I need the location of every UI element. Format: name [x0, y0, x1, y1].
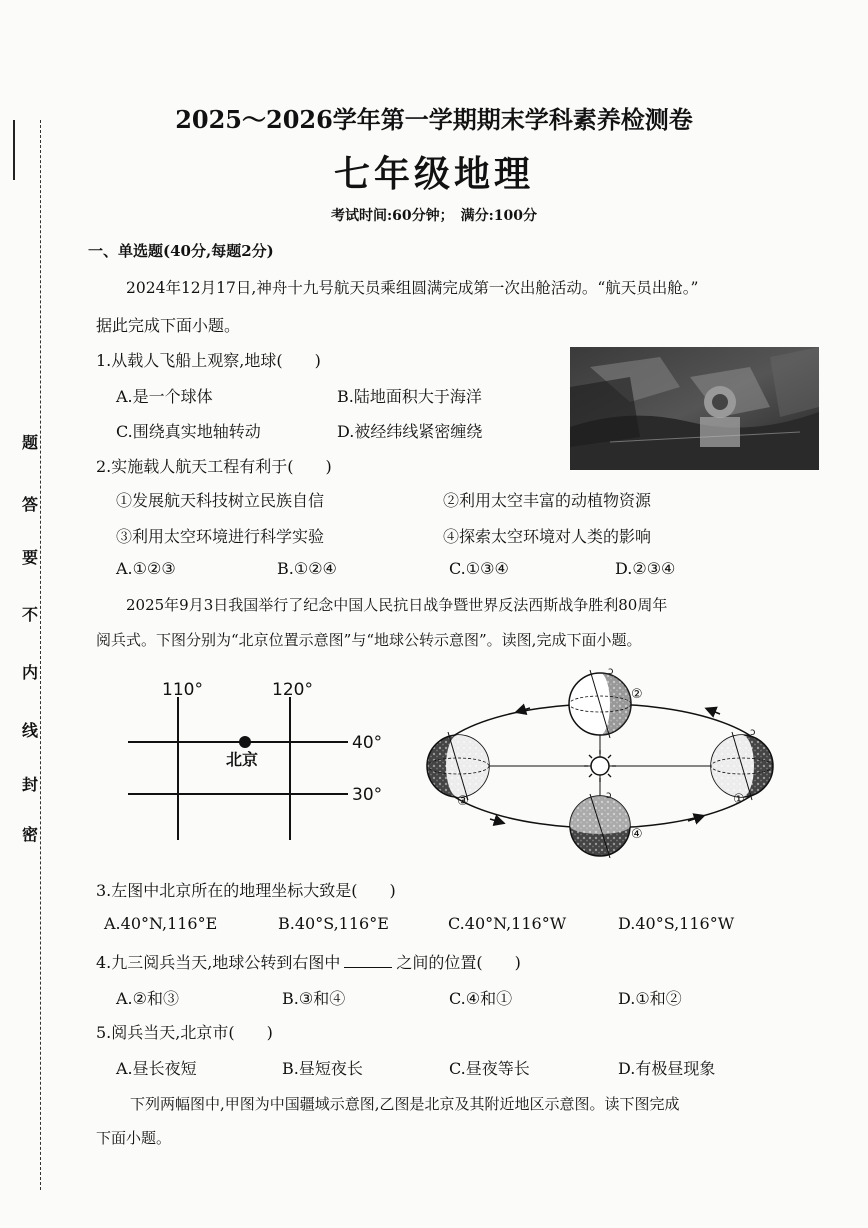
q1-option-b: B.陆地面积大于海洋: [337, 387, 482, 406]
binding-char: 答: [22, 495, 39, 514]
svg-text:ↄ: ↄ: [606, 790, 612, 801]
earth-revolution-diagram: [420, 662, 790, 858]
orbit-label-2: ②: [631, 687, 643, 702]
q3-option-a: A.40°N,116°E: [104, 914, 218, 933]
earth-position-4: [570, 790, 630, 858]
intro-paragraph-3-line-2: 下面小题。: [96, 1129, 172, 1147]
binding-char: 要: [22, 548, 39, 567]
binding-char: 内: [22, 663, 39, 682]
orbit-label-4: ④: [631, 827, 643, 842]
exam-title: 2025～2026学年第一学期期末学科素养检测卷: [175, 105, 693, 134]
section-heading: 一、单选题(40分,每题2分): [88, 242, 274, 260]
q1-stem: 1.从载人飞船上观察,地球( ): [96, 351, 321, 370]
q4-stem-start: 4.九三阅兵当天,地球公转到右图中: [96, 953, 341, 972]
q1-option-d: D.被经纬线紧密缠绕: [337, 422, 483, 441]
orbit-label-1: ①: [733, 792, 745, 807]
binding-char: 不: [22, 605, 39, 624]
intro-paragraph-1-line-1: 2024年12月17日,神舟十九号航天员乘组圆满完成第一次出舱活动。“航天员出舱。”: [126, 279, 699, 297]
q4-blank[interactable]: [344, 953, 392, 968]
q5-option-b: B.昼短夜长: [282, 1059, 363, 1078]
q2-statement-2: ②利用太空丰富的动植物资源: [443, 491, 652, 510]
svg-text:ↄ: ↄ: [608, 666, 614, 677]
orbit-label-3: ③: [457, 794, 469, 809]
lon-label-110: 110°: [162, 680, 203, 700]
binding-char: 线: [22, 721, 39, 740]
earth-position-3: [427, 732, 489, 800]
q3-option-d: D.40°S,116°W: [618, 914, 735, 933]
q5-option-a: A.昼长夜短: [116, 1059, 197, 1078]
q2-statement-1: ①发展航天科技树立民族自信: [116, 491, 325, 510]
exam-info: 考试时间:60分钟； 满分:100分: [330, 208, 538, 224]
binding-dashed-line: [40, 120, 41, 1190]
q2-option-b: B.①②④: [277, 559, 337, 578]
q1-option-c: C.围绕真实地轴转动: [116, 422, 261, 441]
q5-option-d: D.有极昼现象: [618, 1059, 716, 1078]
q4-option-a: A.②和③: [116, 989, 179, 1008]
q4-option-c: C.④和①: [449, 989, 513, 1008]
svg-text:ↄ: ↄ: [750, 727, 756, 738]
lon-label-120: 120°: [272, 680, 313, 700]
q2-option-c: C.①③④: [449, 559, 509, 578]
beijing-label: 北京: [226, 750, 259, 769]
binding-char: 密: [22, 825, 39, 844]
exam-subject: 七年级地理: [333, 153, 534, 195]
q2-statement-4: ④探索太空环境对人类的影响: [443, 527, 652, 546]
q2-option-a: A.①②③: [116, 559, 176, 578]
intro-paragraph-2-line-1: 2025年9月3日我国举行了纪念中国人民抗日战争暨世界反法西斯战争胜利80周年: [126, 596, 668, 614]
q5-option-c: C.昼夜等长: [449, 1059, 530, 1078]
intro-paragraph-3-line-1: 下列两幅图中,甲图为中国疆域示意图,乙图是北京及其附近地区示意图。读下图完成: [130, 1095, 680, 1113]
q4-option-b: B.③和④: [282, 989, 346, 1008]
q1-option-a: A.是一个球体: [116, 387, 213, 406]
q2-option-d: D.②③④: [615, 559, 676, 578]
binding-char: 封: [22, 775, 39, 794]
earth-position-2: [569, 666, 631, 738]
q2-statement-3: ③利用太空环境进行科学实验: [116, 527, 325, 546]
q4-stem-end: 之间的位置( ): [396, 953, 521, 972]
q5-stem: 5.阅兵当天,北京市( ): [96, 1023, 273, 1042]
intro-paragraph-1-line-2: 据此完成下面小题。: [96, 316, 241, 335]
binding-char: 题: [22, 433, 39, 452]
q3-option-c: C.40°N,116°W: [448, 914, 567, 933]
lat-label-40: 40°: [352, 733, 383, 753]
earth-position-1: [711, 727, 773, 800]
beijing-location-map: [120, 675, 390, 840]
q4-option-d: D.①和②: [618, 989, 682, 1008]
spacewalk-photo: [570, 347, 819, 470]
q3-stem: 3.左图中北京所在的地理坐标大致是( ): [96, 881, 396, 900]
q3-option-b: B.40°S,116°E: [278, 914, 389, 933]
q4-stem: [96, 950, 521, 973]
beijing-dot: [239, 736, 251, 748]
lat-label-30: 30°: [352, 785, 383, 805]
intro-paragraph-2-line-2: 阅兵式。下图分别为“北京位置示意图”与“地球公转示意图”。读图,完成下面小题。: [96, 631, 642, 649]
q2-stem: 2.实施载人航天工程有利于( ): [96, 457, 332, 476]
